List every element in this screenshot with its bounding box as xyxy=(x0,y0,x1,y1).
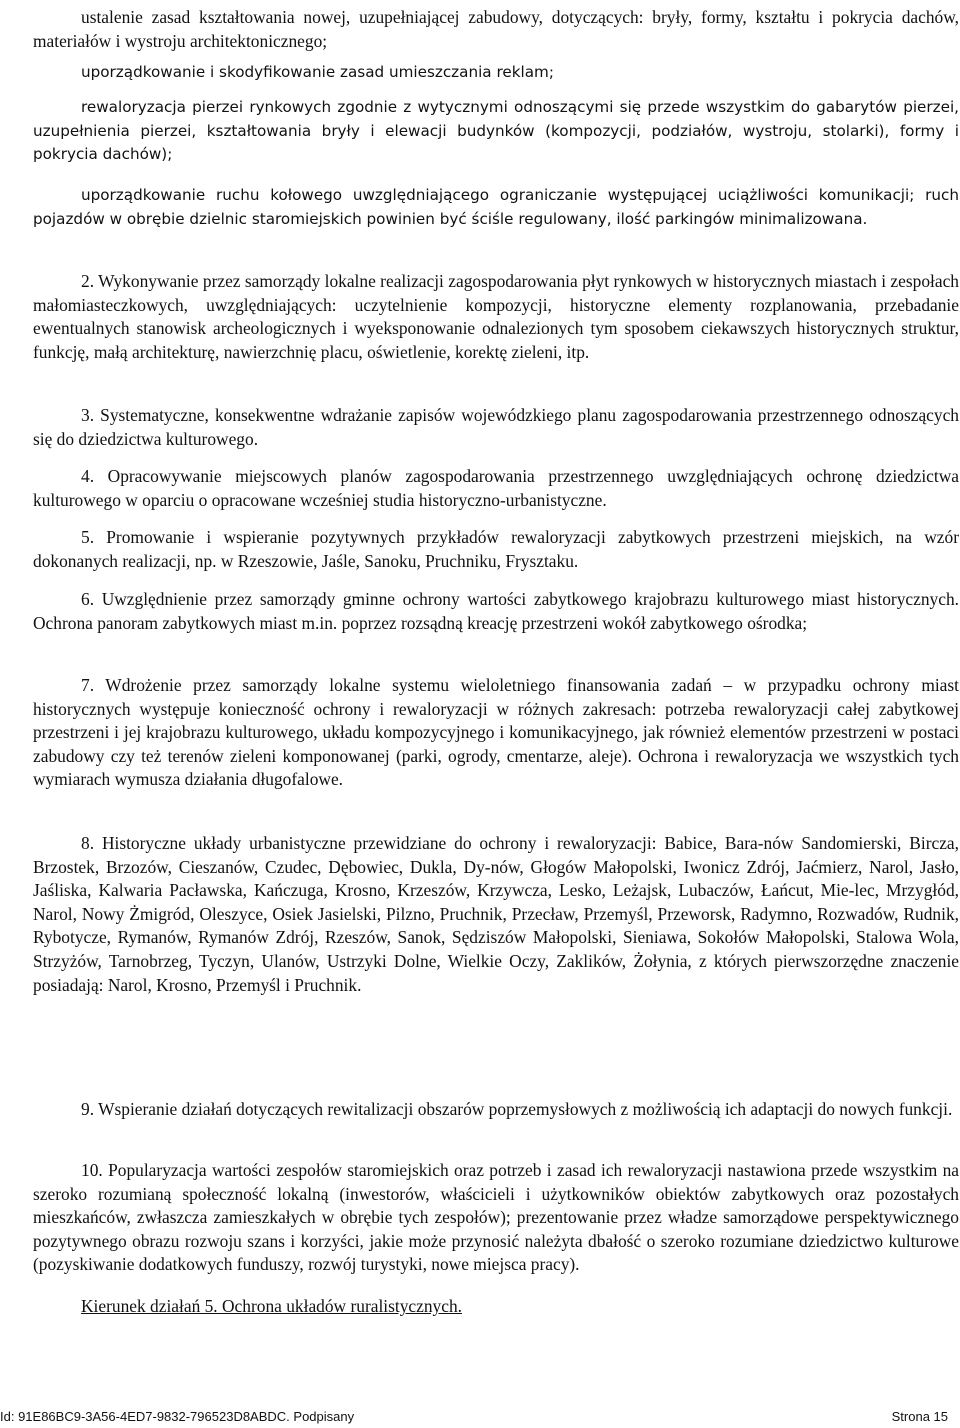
paragraph-item-10: 10. Popularyzacja wartości zespołów staromiejskich oraz potrzeb i zasad ich rewaloryzacji nastawiona przede wszystkim na szeroko rozumianą społeczność lokalną (inwestorów, właścicieli i użytkowników obiektów zabytkowych oraz pozostałych mieszkańców, zwłaszcza zamieszkałych w obrębie tych zespołów); prezentowanie przez władze samorządowe perspektywicznego pozytywnego obrazu rozwoju szans i korzyści, jakie może przynosić należyta dbałość o szeroko rozumiane dziedzictwo kulturowe (pozyskiwanie dodatkowych funduszy, rozwój turystyki, nowe miejsca pracy). xyxy=(33,1160,959,1275)
section-heading: Kierunek działań 5. Ochrona układów ruralistycznych. xyxy=(81,1296,463,1316)
paragraph-market-frontages: rewaloryzacja pierzei rynkowych zgodnie z wytycznymi odnoszącymi się przede wszystkim do gabarytów pierzei, uzupełnienia pierzei, kształtowania bryły i elewacji budynków (kompozycji, podziałów, wystroju, stolarki), formy i pokrycia dachów); xyxy=(33,98,959,164)
paragraph-item-4: 4. Opracowywanie miejscowych planów zagospodarowania przestrzennego uwzględniających ochronę dziedzictwa kulturowego w oparciu o opracowane wcześniej studia historyczno-urbanistyczne. xyxy=(33,466,959,510)
footer-document-id: Id: 91E86BC9-3A56-4ED7-9832-796523D8ABDC. Podpisany xyxy=(0,1409,355,1424)
paragraph-item-9: 9. Wspieranie działań dotyczących rewitalizacji obszarów poprzemysłowych z możliwością ich adaptacji do nowych funkcji. xyxy=(81,1099,953,1119)
paragraph-advertising-rules: uporządkowanie i skodyfikowanie zasad umieszczania reklam; xyxy=(81,63,554,81)
paragraph-item-2: 2. Wykonywanie przez samorządy lokalne realizacji zagospodarowania płyt rynkowych w historycznych miastach i zespołach małomiasteczkowych, uwzględniających: uczytelnienie kompozycji, historyczne elementy rozplanowania, przebadanie ewentualnych stanowisk archeologicznych i wyeksponowanie odnalezionych tym sposobem ciekawszych historycznych struktur, funkcję, małą architekturę, nawierzchnię placu, oświetlenie, korektę zieleni, itp. xyxy=(33,271,959,362)
paragraph-item-6: 6. Uwzględnienie przez samorządy gminne ochrony wartości zabytkowego krajobrazu kulturowego miast historycznych. Ochrona panoram zabytkowych miast m.in. poprzez rozsądną kreację przestrzeni wokół zabytkowego ośrodka; xyxy=(33,589,959,633)
paragraph-item-8: 8. Historyczne układy urbanistyczne przewidziane do ochrony i rewaloryzacji: Babice, Bara-nów Sandomierski, Bircza, Brzostek, Brzozów, Cieszanów, Czudec, Dębowiec, Dukla, Dy-nów, Głogów Małopolski, Iwonicz Zdrój, Jaćmierz, Narol, Jasło, Jaśliska, Kalwaria Pacławska, Kańczuga, Krosno, Krzeszów, Krzywcza, Lesko, Leżajsk, Lubaczów, Łańcut, Mie-lec, Mrzygłód, Narol, Nowy Żmigród, Oleszyce, Osiek Jasielski, Pilzno, Pruchnik, Przecław, Przemyśl, Przeworsk, Radymno, Rozwadów, Rudnik, Rybotycze, Rymanów, Rymanów Zdrój, Rzeszów, Sanok, Sędziszów Małopolski, Sieniawa, Sokołów Małopolski, Stalowa Wola, Strzyżów, Tarnobrzeg, Tyczyn, Ulanów, Ustrzyki Dolne, Wielkie Oczy, Zaklików, Żołynia, z których pierwszorzędne znaczenie posiadają: Narol, Krosno, Przemyśl i Pruchnik. xyxy=(33,833,959,995)
paragraph-item-7: 7. Wdrożenie przez samorządy lokalne systemu wieloletniego finansowania zadań – w przypadku ochrony miast historycznych występuje konieczność ochrony i rewaloryzacji w różnych zakresach: potrzeba rewaloryzacji całej zabytkowej przestrzeni i jej krajobrazu kulturowego, układu kompozycyjnego i komunikacyjnego, jak również elementów przestrzeni w postaci zabudowy czy też terenów zieleni komponowanej (parki, ogrody, cmentarze, aleje). Ochrona i rewaloryzacja we wszystkich tych wymiarach wymusza działania długofalowe. xyxy=(33,675,959,790)
paragraph-item-5: 5. Promowanie i wspieranie pozytywnych przykładów rewaloryzacji zabytkowych przestrzeni miejskich, na wzór dokonanych realizacji, np. w Rzeszowie, Jaśle, Sanoku, Pruchniku, Frysztaku. xyxy=(33,527,959,571)
paragraph-building-rules: ustalenie zasad kształtowania nowej, uzupełniającej zabudowy, dotyczących: bryły, formy, kształtu i pokrycia dachów, materiałów i wystroju architektonicznego; xyxy=(33,7,959,51)
paragraph-item-3: 3. Systematyczne, konsekwentne wdrażanie zapisów wojewódzkiego planu zagospodarowania przestrzennego odnoszących się do dziedzictwa kulturowego. xyxy=(33,405,959,449)
footer-page-number: Strona 15 xyxy=(891,1409,948,1424)
paragraph-traffic: uporządkowanie ruchu kołowego uwzględniającego ograniczanie występującej uciążliwości komunikacji; ruch pojazdów w obrębie dzielnic staromiejskich powinien być ściśle regulowany, ilość parkingów minimalizowana. xyxy=(33,186,959,228)
